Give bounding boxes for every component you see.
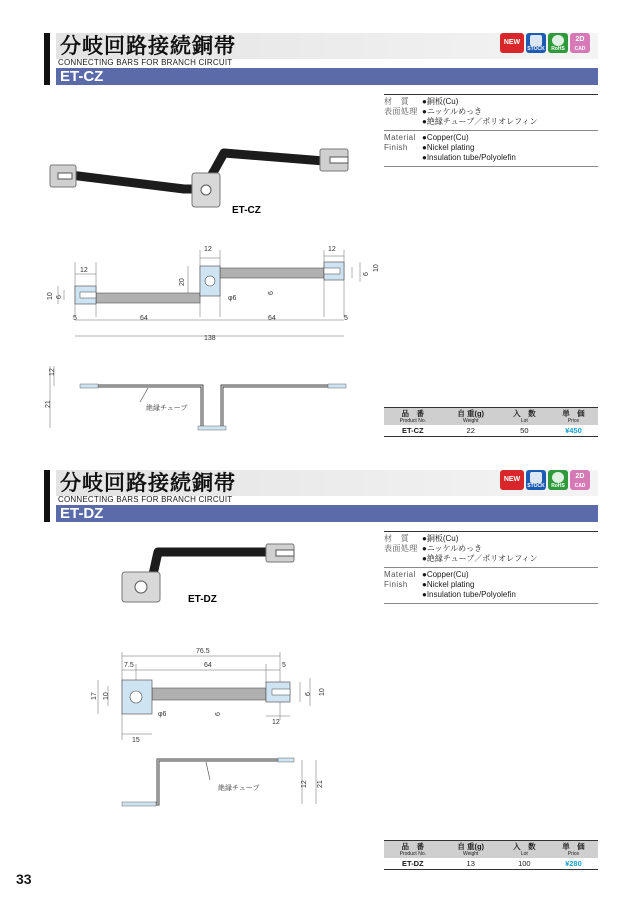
dim-label: 10: [47, 292, 54, 300]
weight-cell: 13: [442, 858, 500, 870]
new-badge: NEW: [500, 470, 524, 490]
dim-label: 5: [73, 315, 77, 322]
product-title-jp: 分岐回路接続銅帯: [60, 34, 236, 58]
price-cell: ¥450: [549, 425, 598, 437]
product-title-jp: 分岐回路接続銅帯: [60, 471, 236, 495]
page-number: 33: [16, 871, 32, 887]
product-title-en: CONNECTING BARS FOR BRANCH CIRCUIT: [58, 58, 233, 67]
stock-badge-icon: STOCK: [526, 470, 546, 490]
col-header: 品 番 Product No.: [384, 408, 442, 426]
dim-label: 20: [179, 278, 186, 286]
lot-cell: 100: [500, 858, 549, 870]
photo-label: ET-DZ: [188, 594, 217, 605]
dim-label: 15: [132, 737, 140, 744]
spec-label: 材 質: [384, 534, 410, 543]
dim-label: 12: [328, 246, 336, 253]
dim-label: 10: [373, 264, 380, 272]
dim-label: 17: [91, 692, 98, 700]
dim-label: 12: [272, 719, 280, 726]
dim-label: φ6: [228, 295, 237, 302]
product-code: ET-DZ: [60, 505, 104, 522]
dim-label: 76.5: [196, 648, 210, 655]
rohs-badge-icon: RoHS: [548, 33, 568, 53]
dim-label: 7.5: [124, 662, 134, 669]
dim-label: 21: [45, 400, 52, 408]
product-no-cell: ET-CZ: [384, 425, 442, 437]
spec-value: ●Insulation tube/Polyolefin: [422, 590, 516, 599]
dim-label: 10: [319, 688, 326, 696]
col-header: 入 数 Lot: [500, 408, 549, 426]
spec-label: 材 質: [384, 97, 410, 106]
table-row: [384, 858, 598, 870]
spec-value: ●Insulation tube/Polyolefin: [422, 153, 516, 162]
spec-value: ●ニッケルめっき: [422, 544, 483, 553]
product-photo: [110, 538, 340, 610]
spec-label: Material: [384, 133, 416, 142]
lot-cell: 50: [500, 425, 549, 437]
col-header: 単 価 Price: [549, 841, 598, 859]
feature-badges: [500, 470, 590, 490]
product-code-band: [56, 505, 598, 522]
tube-label: 絶縁チューブ: [146, 405, 188, 412]
top-view-drawing: [86, 644, 336, 744]
photo-label: ET-CZ: [232, 205, 261, 216]
spec-label: Finish: [384, 580, 408, 589]
dim-label: 64: [268, 315, 276, 322]
spec-value: ●銅板(Cu): [422, 97, 459, 106]
spec-label: 表面処理: [384, 544, 418, 553]
dim-label: 6: [305, 692, 312, 696]
spec-label: Material: [384, 570, 416, 579]
new-badge: NEW: [500, 33, 524, 53]
dim-label: φ6: [158, 711, 167, 718]
spec-value: ●絶縁チューブ／ポリオレフィン: [422, 554, 538, 563]
dim-label: 64: [140, 315, 148, 322]
dim-label: 6: [363, 272, 370, 276]
dim-label: 12: [49, 368, 56, 376]
spec-value: ●銅板(Cu): [422, 534, 459, 543]
dim-label: 21: [317, 780, 324, 788]
header-accent-bar: [44, 470, 50, 522]
col-header: 入 数 Lot: [500, 841, 549, 859]
dim-label: 6: [215, 712, 222, 716]
spec-value: ●絶縁チューブ／ポリオレフィン: [422, 117, 538, 126]
dim-label: 6: [56, 295, 63, 299]
spec-label: 表面処理: [384, 107, 418, 116]
dim-label: 138: [204, 335, 216, 342]
table-header-row: [384, 841, 598, 859]
product-code: ET-CZ: [60, 68, 104, 85]
price-cell: ¥280: [549, 858, 598, 870]
col-header: 自 重(g) Weight: [442, 408, 500, 426]
tube-label: 絶縁チューブ: [218, 785, 260, 792]
dim-label: 64: [204, 662, 212, 669]
spec-label: [384, 554, 422, 564]
col-header: 単 価 Price: [549, 408, 598, 426]
dim-label: 12: [301, 780, 308, 788]
product-title-en: CONNECTING BARS FOR BRANCH CIRCUIT: [58, 495, 233, 504]
spec-label: Finish: [384, 143, 408, 152]
dim-label: 6: [268, 291, 275, 295]
stock-badge-icon: STOCK: [526, 33, 546, 53]
dim-label: 10: [103, 692, 110, 700]
col-header: 品 番 Product No.: [384, 841, 442, 859]
spec-block: [384, 531, 598, 604]
cad-badge-icon: 2D CAD: [570, 470, 590, 490]
dim-label: 12: [204, 246, 212, 253]
dim-label: 12: [80, 267, 88, 274]
spec-label: [384, 590, 422, 600]
spec-value: ●Nickel plating: [422, 580, 475, 589]
dim-label: 5: [282, 662, 286, 669]
spec-value: ●ニッケルめっき: [422, 107, 483, 116]
dim-label: 5: [344, 315, 348, 322]
cad-badge-icon: 2D CAD: [570, 33, 590, 53]
product-no-cell: ET-DZ: [384, 858, 442, 870]
col-header: 自 重(g) Weight: [442, 841, 500, 859]
weight-cell: 22: [442, 425, 500, 437]
rohs-badge-icon: RoHS: [548, 470, 568, 490]
spec-value: ●Nickel plating: [422, 143, 475, 152]
spec-value: ●Copper(Cu): [422, 570, 469, 579]
product-table: [384, 840, 598, 870]
spec-value: ●Copper(Cu): [422, 133, 469, 142]
side-view-drawing: [110, 754, 340, 810]
